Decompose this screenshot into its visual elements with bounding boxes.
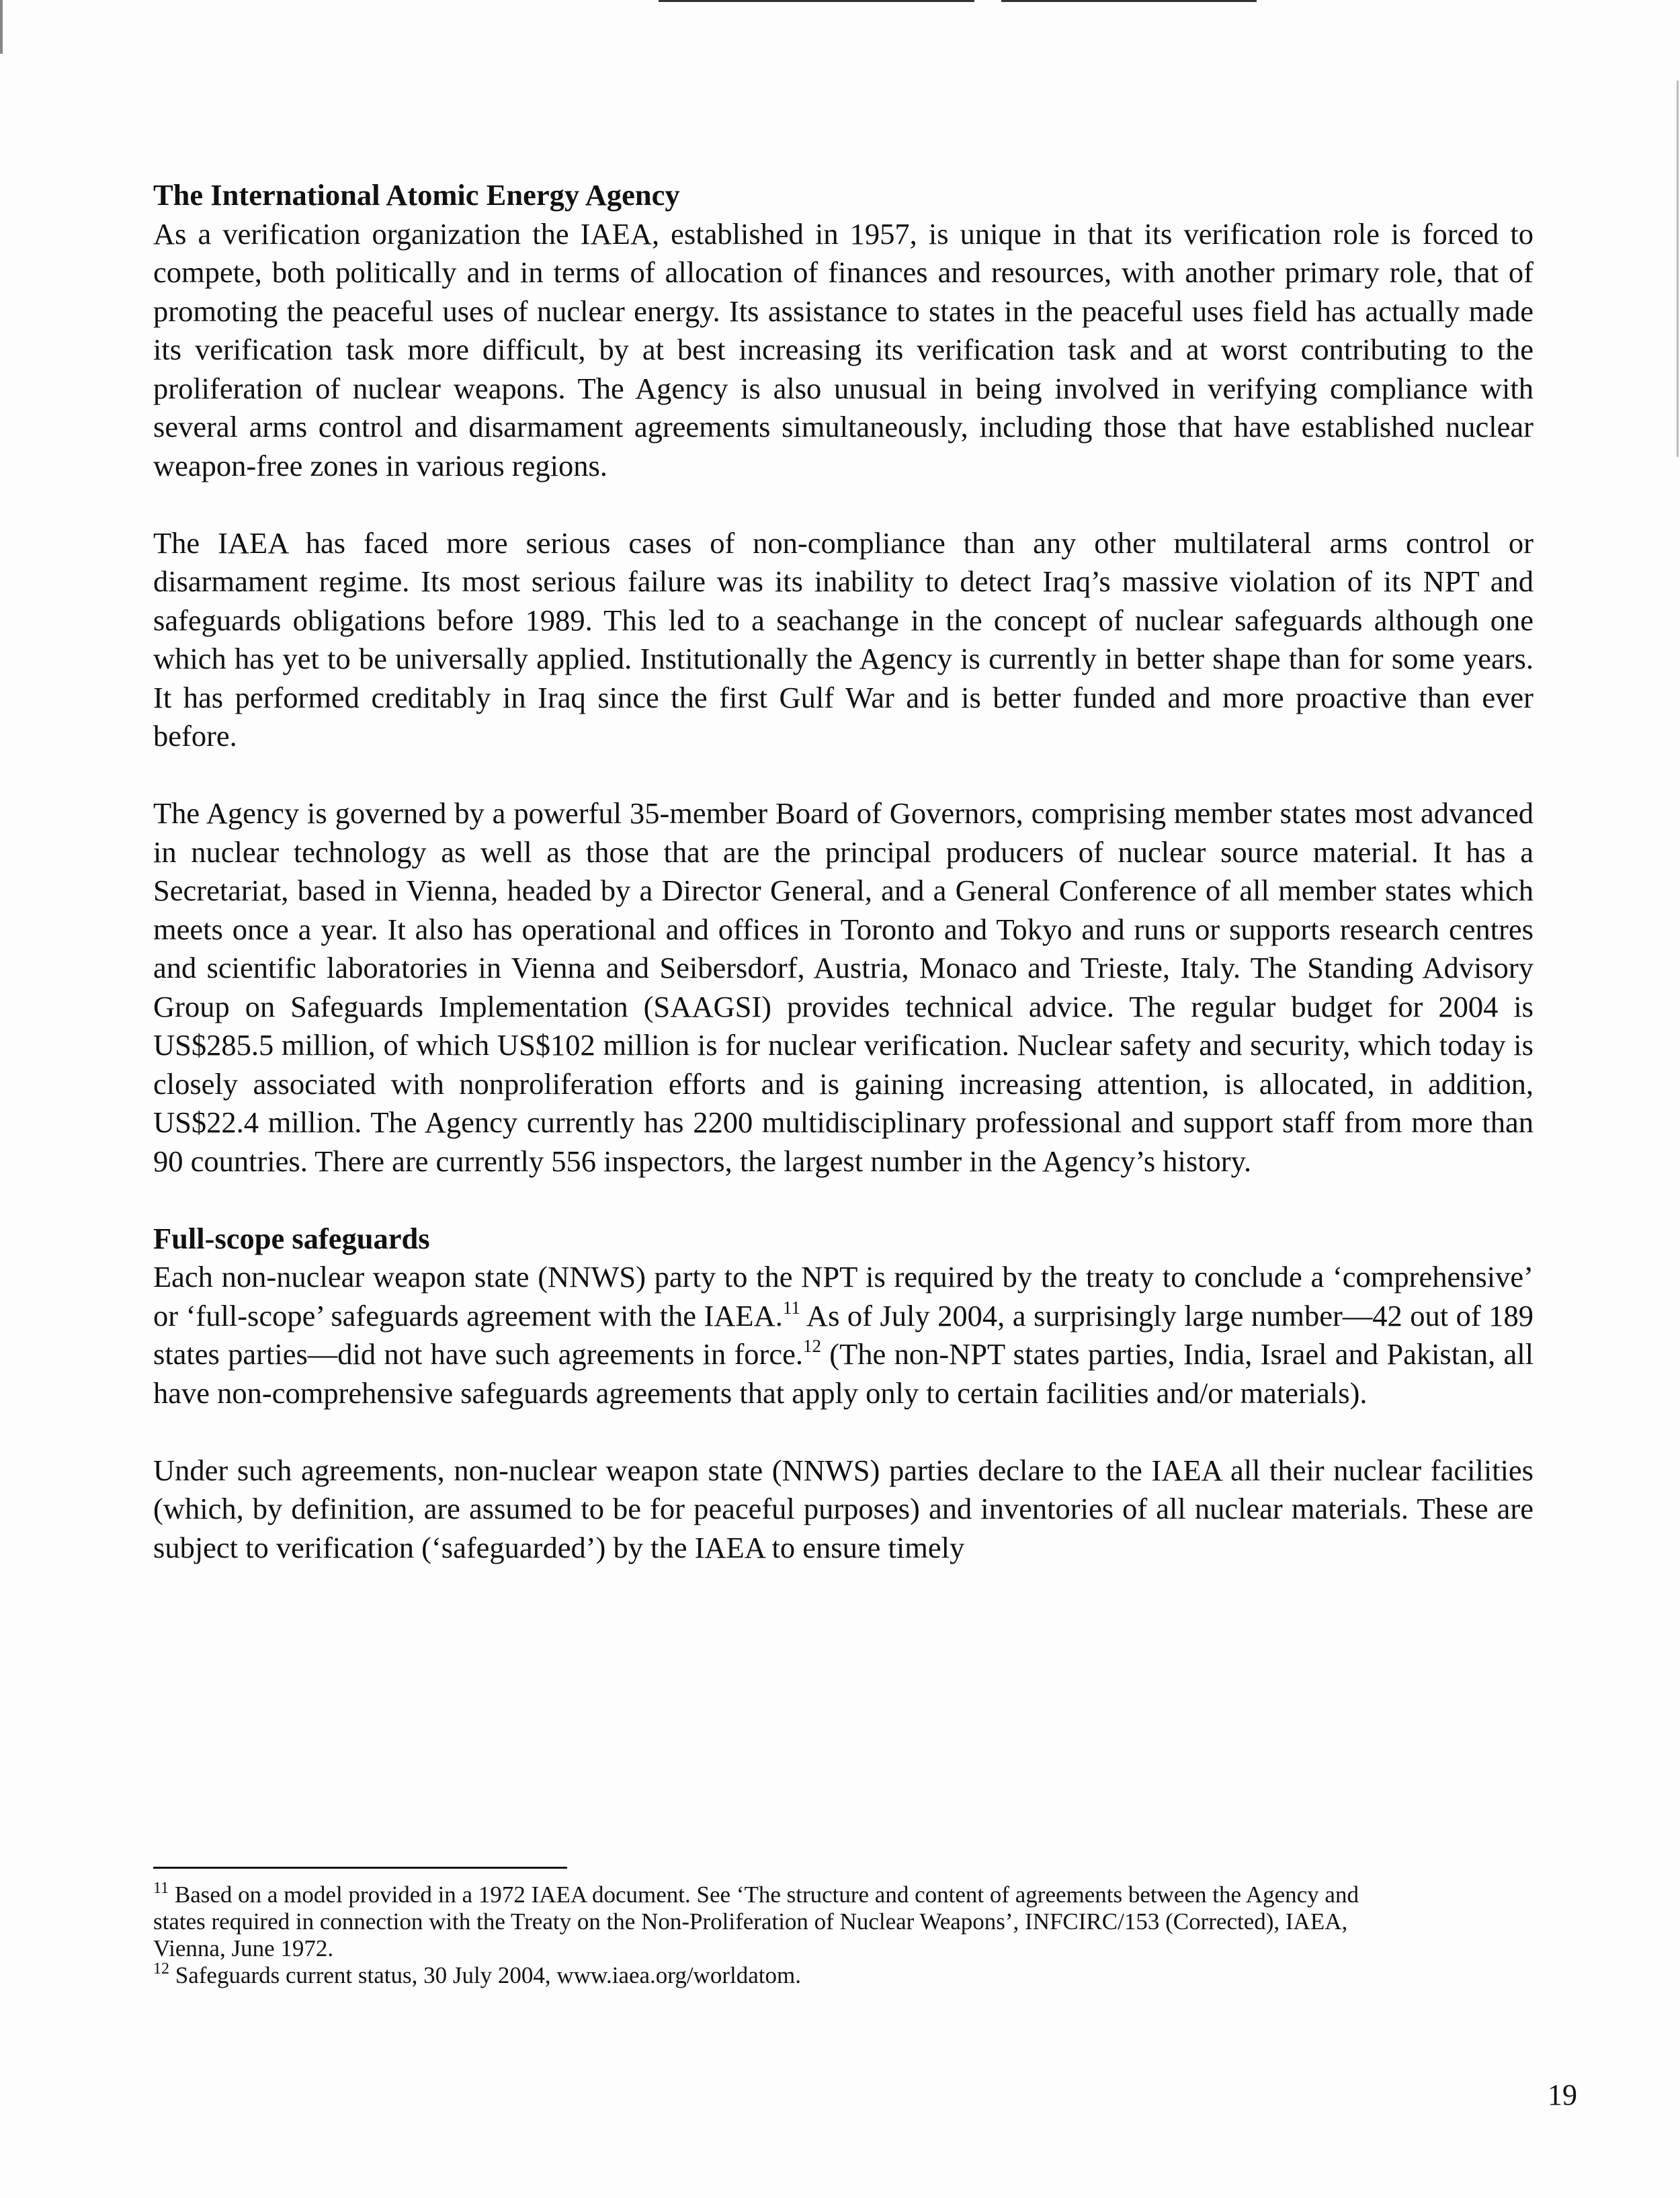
footnote-separator	[153, 1867, 567, 1869]
paragraph-text: Each non-nuclear weapon state (NNWS) party to the NPT is required by the treaty to conclude a ‘comprehensive’ or ‘full-scope’ safeguards agreement with the IAEA.	[153, 1260, 1534, 1333]
body-text	[153, 176, 1534, 1606]
paragraph: Under such agreements, non-nuclear weapon state (NNWS) parties declare to the IAEA all their nuclear facilities (which, by definition, are assumed to be for peaceful purposes) and inventories of all nuclear materials. These are subject to verification (‘safeguarded’) by the IAEA to ensure timely	[153, 1453, 1534, 1564]
footnotes	[153, 1879, 1403, 1989]
paragraph	[153, 1258, 1534, 1412]
footnote-text: Safeguards current status, 30 July 2004, www.iaea.org/worldatom.	[169, 1962, 801, 1988]
footnote-mark: 11	[153, 1879, 169, 1897]
footnote-text: Based on a model provided in a 1972 IAEA document. See ‘The structure and content of agreements between the Agency and states required in connection with the Treaty on the Non-Proliferation of Nuclear Weapons’, INFCIRC/153 (Corrected), IAEA, Vienna, June 1972.	[153, 1882, 1359, 1961]
footnote-mark: 12	[153, 1960, 169, 1978]
paragraph: The IAEA has faced more serious cases of non-compliance than any other multilateral arms control or disarmament regime. Its most serious failure was its inability to detect Iraq’s massive violation of its NPT and safeguards obligations before 1989. This led to a seachange in the concept of nuclear safeguards although one which has yet to be universally applied. Institutionally the Agency is currently in better shape than for some years. It has performed creditably in Iraq since the first Gulf War and is better funded and more proactive than ever before.	[153, 525, 1534, 753]
section-heading-full-scope: Full-scope safeguards	[153, 1221, 430, 1255]
section-heading-iaea: The International Atomic Energy Agency	[153, 178, 680, 212]
top-rule	[659, 0, 974, 2]
scan-edge	[0, 0, 3, 54]
footnote	[153, 1879, 1403, 1962]
paragraph-text: (The non-NPT states parties, India, Israel and Pakistan, all have non-comprehensive safeguards agreements that apply only to certain facilities and/or materials).	[153, 1337, 1534, 1410]
scan-edge	[1677, 81, 1679, 457]
paragraph: The Agency is governed by a powerful 35-member Board of Governors, comprising member states most advanced in nuclear technology as well as those that are the principal producers of nuclear source material. It has a Secretariat, based in Vienna, headed by a Director General, and a General Conference of all member states which meets once a year. It also has operational and offices in Toronto and Tokyo and runs or supports research centres and scientific laboratories in Vienna and Seibersdorf, Austria, Monaco and Trieste, Italy. The Standing Advisory Group on Safeguards Implementation (SAAGSI) provides technical advice. The regular budget for 2004 is US$285.5 million, of which US$102 million is for nuclear verification. Nuclear safety and security, which today is closely associated with nonproliferation efforts and is gaining increasing attention, is allocated, in addition, US$22.4 million. The Agency currently has 2200 multidisciplinary professional and support staff from more than 90 countries. There are currently 556 inspectors, the largest number in the Agency’s history.	[153, 796, 1534, 1178]
footnote-ref[interactable]: 12	[803, 1336, 821, 1356]
page-number: 19	[1548, 2078, 1577, 2111]
paragraph: As a verification organization the IAEA, established in 1957, is unique in that its verification role is forced to compete, both politically and in terms of allocation of finances and resources, with another primary role, that of promoting the peaceful uses of nuclear energy. Its assistance to states in the peaceful uses field has actually made its verification task more difficult, by at best increasing its verification task and at worst contributing to the proliferation of nuclear weapons. The Agency is also unusual in being involved in verifying compliance with several arms control and disarmament agreements simultaneously, including those that have established nuclear weapon-free zones in various regions.	[153, 216, 1534, 482]
top-rule	[1001, 0, 1257, 2]
footnote	[153, 1962, 1403, 1989]
footnote-ref[interactable]: 11	[782, 1297, 800, 1318]
paragraph-text: As of July 2004, a surprisingly large number—42 out of 189 states parties—did not have such agreements in force.	[153, 1298, 1534, 1371]
